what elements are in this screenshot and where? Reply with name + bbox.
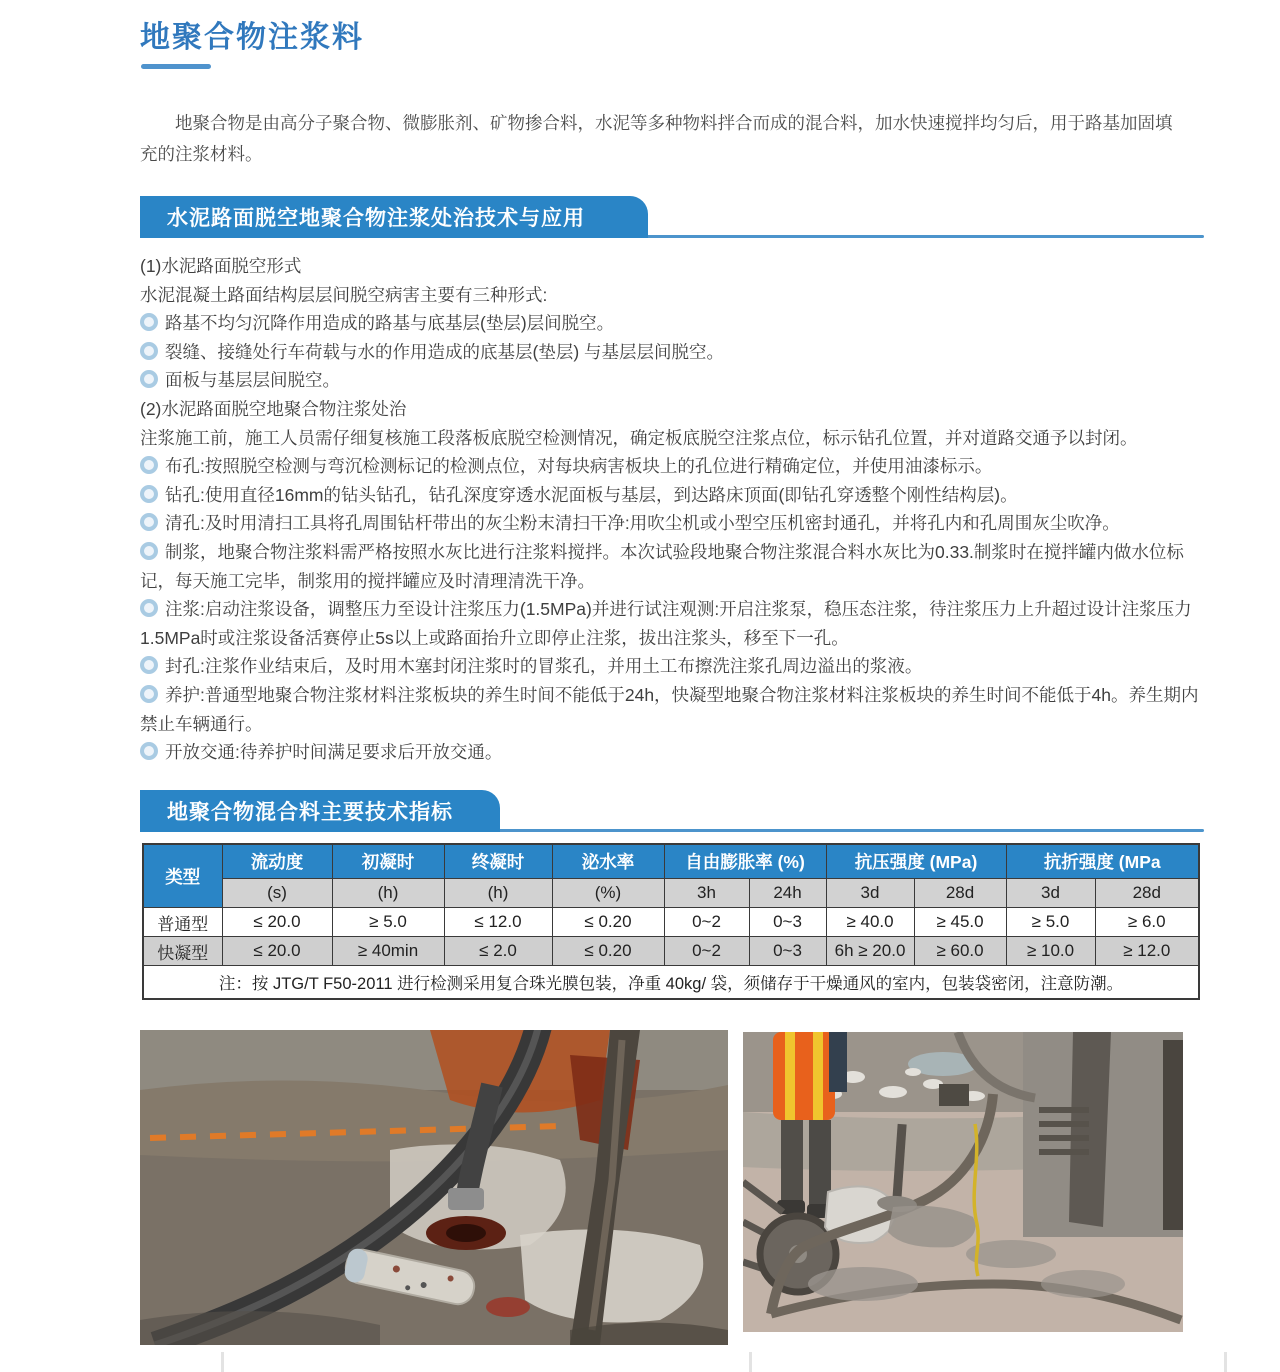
wet-patch-mid <box>966 1240 1056 1268</box>
cropped-next-row-hint <box>1224 1352 1227 1372</box>
dark-frame-right <box>1163 1040 1183 1230</box>
cell: ≤ 20.0 <box>222 908 332 937</box>
bullet-ring-icon <box>140 599 158 617</box>
cell: 0~3 <box>749 908 826 937</box>
body-line-text: 开放交通:待养护时间满足要求后开放交通。 <box>165 742 503 763</box>
body-line <box>140 595 1202 652</box>
title-accent-dash <box>141 64 211 69</box>
cell: ≥ 12.0 <box>1095 937 1199 966</box>
cell: ≥ 40min <box>332 937 444 966</box>
body-line-text: (2)水泥路面脱空地聚合物注浆处治 <box>140 398 407 419</box>
body-line <box>140 652 1202 681</box>
body-line-text: 面板与基层层间脱空。 <box>165 370 340 391</box>
cell: ≥ 10.0 <box>1006 937 1095 966</box>
cell: ≥ 5.0 <box>1006 908 1095 937</box>
table-corner-header: 类型 <box>143 844 222 908</box>
cropped-next-row-hint <box>221 1352 224 1372</box>
body-line <box>140 309 1202 338</box>
body-line <box>140 252 1202 281</box>
cell: ≤ 2.0 <box>444 937 552 966</box>
body-line <box>140 338 1202 367</box>
wet-patch-right <box>1041 1270 1125 1298</box>
table-note: 注：按 JTG/T F50-2011 进行检测采用复合珠光膜包装，净重 40kg/ 袋，须储存于干燥通风的室内，包装袋密闭，注意防潮。 <box>143 966 1199 1000</box>
section2-heading: 地聚合物混合料主要技术指标 <box>140 790 500 832</box>
body-line <box>140 424 1202 453</box>
body-line-text: 注浆:启动注浆设备，调整压力至设计注浆压力(1.5MPa)并进行试注观测:开启注浆泵，稳压态注浆，待注浆压力上升超过设计注浆压力1.5MPa时或注浆设备活赛停止5s以上或路面抬升立即停止注浆，拔出注浆头，移至下一孔。 <box>140 599 1192 648</box>
col-header: 终凝时 <box>444 844 552 879</box>
section1-body <box>140 252 1202 767</box>
cell: ≥ 6.0 <box>1095 908 1199 937</box>
col-header: 泌水率 <box>552 844 664 879</box>
body-line <box>140 481 1202 510</box>
table-note-row <box>143 966 1199 1000</box>
body-line-text: 水泥混凝土路面结构层层间脱空病害主要有三种形式: <box>140 284 548 305</box>
body-line-text: 制浆，地聚合物注浆料需严格按照水灰比进行注浆料搅拌。本次试验段地聚合物注浆混合料水灰比为0.33.制浆时在搅拌罐内做水位标记，每天施工完毕，制浆用的搅拌罐应及时清理清洗干净。 <box>140 541 1184 591</box>
col-subheader: (h) <box>332 879 444 908</box>
col-subheader: 3h <box>664 879 749 908</box>
body-line-text: 清孔:及时用清扫工具将孔周围钻杆带出的灰尘粉末清扫干净:用吹尘机或小型空压机密封通孔，并将孔内和孔周围灰尘吹净。 <box>165 513 1120 534</box>
red-stain <box>486 1297 530 1317</box>
body-line-text: 钻孔:使用直径16mm的钻头钻孔，钻孔深度穿透水泥面板与基层，到达路床顶面(即钻孔穿透整个刚性结构层)。 <box>165 484 1018 505</box>
body-line <box>140 509 1202 538</box>
bullet-ring-icon <box>140 342 158 360</box>
table-row <box>143 908 1199 937</box>
col-header: 抗压强度 (MPa) <box>826 844 1006 879</box>
col-subheader: 24h <box>749 879 826 908</box>
body-line-text: 布孔:按照脱空检测与弯沉检测标记的检测点位，对每块病害板块上的孔位进行精确定位，并使用油漆标示。 <box>165 456 993 477</box>
col-subheader: (s) <box>222 879 332 908</box>
bullet-ring-icon <box>140 685 158 703</box>
body-line <box>140 538 1202 595</box>
intro-paragraph: 地聚合物是由高分子聚合物、微膨胀剂、矿物掺合料，水泥等多种物料拌合而成的混合料，加水快速搅拌均匀后，用于路基加固填充的注浆材料。 <box>140 113 1173 164</box>
col-header: 初凝时 <box>332 844 444 879</box>
injection-hole <box>446 1224 486 1242</box>
bullet-ring-icon <box>140 542 158 560</box>
body-line <box>140 281 1202 310</box>
col-header: 流动度 <box>222 844 332 879</box>
section1-heading: 水泥路面脱空地聚合物注浆处治技术与应用 <box>140 196 648 238</box>
bullet-ring-icon <box>140 456 158 474</box>
bullet-ring-icon <box>140 656 158 674</box>
section-banner-row <box>140 790 1202 832</box>
body-line-text: 裂缝、接缝处行车荷载与水的作用造成的底基层(垫层) 与基层层间脱空。 <box>165 341 725 362</box>
col-subheader: 28d <box>1095 879 1199 908</box>
table-header-row-2 <box>143 879 1199 908</box>
cell: ≤ 12.0 <box>444 908 552 937</box>
photo-grout-hole <box>140 1030 728 1345</box>
col-header: 抗折强度 (MPa <box>1006 844 1199 879</box>
cell: 0~2 <box>664 908 749 937</box>
row-type: 普通型 <box>143 908 222 937</box>
body-line <box>140 452 1202 481</box>
cell: 6h ≥ 20.0 <box>826 937 914 966</box>
bullet-ring-icon <box>140 313 158 331</box>
row-type: 快凝型 <box>143 937 222 966</box>
body-line <box>140 366 1202 395</box>
col-subheader: (%) <box>552 879 664 908</box>
page-title: 地聚合物注浆料 <box>140 21 364 54</box>
cell: ≤ 20.0 <box>222 937 332 966</box>
body-line <box>140 395 1202 424</box>
bullet-ring-icon <box>140 742 158 760</box>
body-line-text: (1)水泥路面脱空形式 <box>140 256 302 276</box>
wet-patch-left <box>808 1267 918 1301</box>
photo-worksite <box>743 1032 1183 1332</box>
body-line-text: 养护:普通型地聚合物注浆材料注浆板块的养生时间不能低于24h，快凝型地聚合物注浆材料注浆板块的养生时间不能低于4h。养生期内禁止车辆通行。 <box>140 684 1199 734</box>
col-subheader: 3d <box>1006 879 1095 908</box>
section-banner-row <box>140 196 1202 238</box>
cell: ≥ 45.0 <box>914 908 1006 937</box>
body-line-text: 封孔:注浆作业结束后，及时用木塞封闭注浆时的冒浆孔，并用土工布擦洗注浆孔周边溢出的浆液。 <box>165 656 923 677</box>
col-subheader: (h) <box>444 879 552 908</box>
body-line-text: 注浆施工前，施工人员需仔细复核施工段落板底脱空检测情况，确定板底脱空注浆点位，标示钻孔位置，并对道路交通予以封闭。 <box>140 427 1138 448</box>
col-subheader: 28d <box>914 879 1006 908</box>
cell: ≤ 0.20 <box>552 908 664 937</box>
bullet-ring-icon <box>140 485 158 503</box>
col-header: 自由膨胀率 (%) <box>664 844 826 879</box>
shovel-board <box>939 1084 969 1106</box>
body-line-text: 路基不均匀沉降作用造成的路基与底基层(垫层)层间脱空。 <box>165 313 615 334</box>
cell: ≤ 0.20 <box>552 937 664 966</box>
body-line <box>140 681 1202 738</box>
cropped-next-row-hint <box>749 1352 752 1372</box>
cell: 0~2 <box>664 937 749 966</box>
cell: ≥ 5.0 <box>332 908 444 937</box>
cell: ≥ 60.0 <box>914 937 1006 966</box>
hose-coupling <box>448 1188 484 1210</box>
bullet-ring-icon <box>140 513 158 531</box>
cell: ≥ 40.0 <box>826 908 914 937</box>
table-header-row-1 <box>143 844 1199 879</box>
bullet-ring-icon <box>140 370 158 388</box>
col-subheader: 3d <box>826 879 914 908</box>
cell: 0~3 <box>749 937 826 966</box>
table-row <box>143 937 1199 966</box>
spec-table <box>142 843 1200 1000</box>
body-line <box>140 738 1202 767</box>
